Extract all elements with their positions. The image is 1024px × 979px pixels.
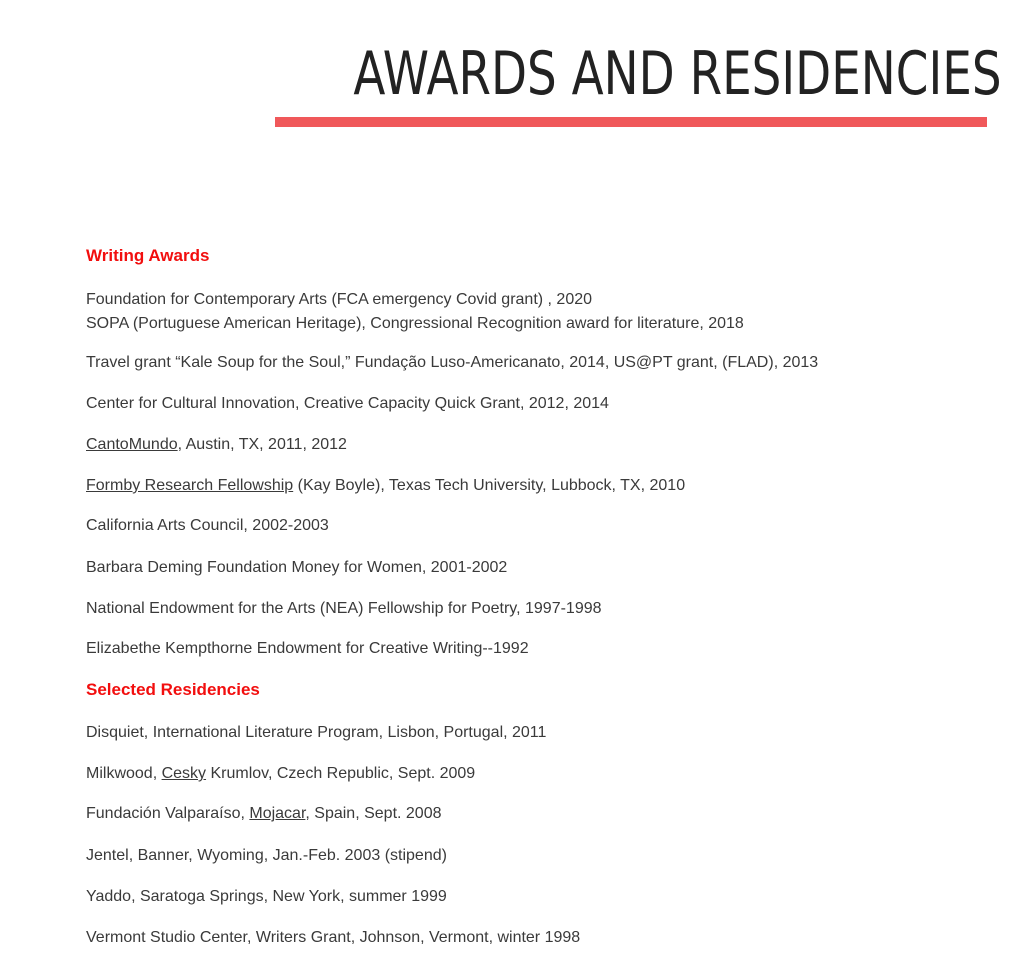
formby-details: (Kay Boyle), Texas Tech University, Lubbock, TX, 2010 xyxy=(293,477,686,494)
residency-disquiet: Disquiet, International Literature Program, Lisbon, Portugal, 2011 xyxy=(86,724,547,741)
mojacar-link[interactable]: Mojacar xyxy=(249,805,306,822)
formby-fellowship-link[interactable]: Formby Research Fellowship xyxy=(86,477,294,494)
cantomundo-link[interactable]: CantoMundo xyxy=(86,436,178,453)
residency-jentel: Jentel, Banner, Wyoming, Jan.-Feb. 2003 (stipend) xyxy=(86,847,447,864)
milkwood-prefix: Milkwood, xyxy=(86,765,162,782)
title-underline-bar xyxy=(275,117,987,127)
award-deming: Barbara Deming Foundation Money for Women, 2001-2002 xyxy=(86,559,508,576)
award-fca: Foundation for Contemporary Arts (FCA emergency Covid grant) , 2020 xyxy=(86,291,593,308)
award-sopa: SOPA (Portuguese American Heritage), Congressional Recognition award for literature, 2018 xyxy=(86,315,744,332)
award-travel-grant: Travel grant “Kale Soup for the Soul,” Fundação Luso-Americanato, 2014, US@PT grant, (FLAD), 2013 xyxy=(86,354,819,371)
page-title: AWARDS AND RESIDENCIES xyxy=(353,39,1002,109)
award-formby xyxy=(86,474,685,498)
residencies-heading: Selected Residencies xyxy=(86,680,260,699)
valparaiso-prefix: Fundación Valparaíso, xyxy=(86,805,250,822)
milkwood-suffix: Krumlov, Czech Republic, Sept. 2009 xyxy=(206,765,476,782)
award-cac: California Arts Council, 2002-2003 xyxy=(86,517,329,534)
award-cci: Center for Cultural Innovation, Creative Capacity Quick Grant, 2012, 2014 xyxy=(86,395,609,412)
award-cantomundo xyxy=(86,433,347,457)
valparaiso-suffix: , Spain, Sept. 2008 xyxy=(305,805,442,822)
cantomundo-details: , Austin, TX, 2011, 2012 xyxy=(177,436,347,453)
residency-yaddo: Yaddo, Saratoga Springs, New York, summer 1999 xyxy=(86,888,447,905)
residency-valparaiso xyxy=(86,802,442,826)
award-kempthorne: Elizabethe Kempthorne Endowment for Creative Writing--1992 xyxy=(86,640,529,657)
writing-awards-heading: Writing Awards xyxy=(86,246,210,265)
residency-milkwood xyxy=(86,762,475,786)
cesky-link[interactable]: Cesky xyxy=(161,765,207,782)
residency-vermont: Vermont Studio Center, Writers Grant, Johnson, Vermont, winter 1998 xyxy=(86,929,581,946)
award-nea: National Endowment for the Arts (NEA) Fellowship for Poetry, 1997-1998 xyxy=(86,600,602,617)
